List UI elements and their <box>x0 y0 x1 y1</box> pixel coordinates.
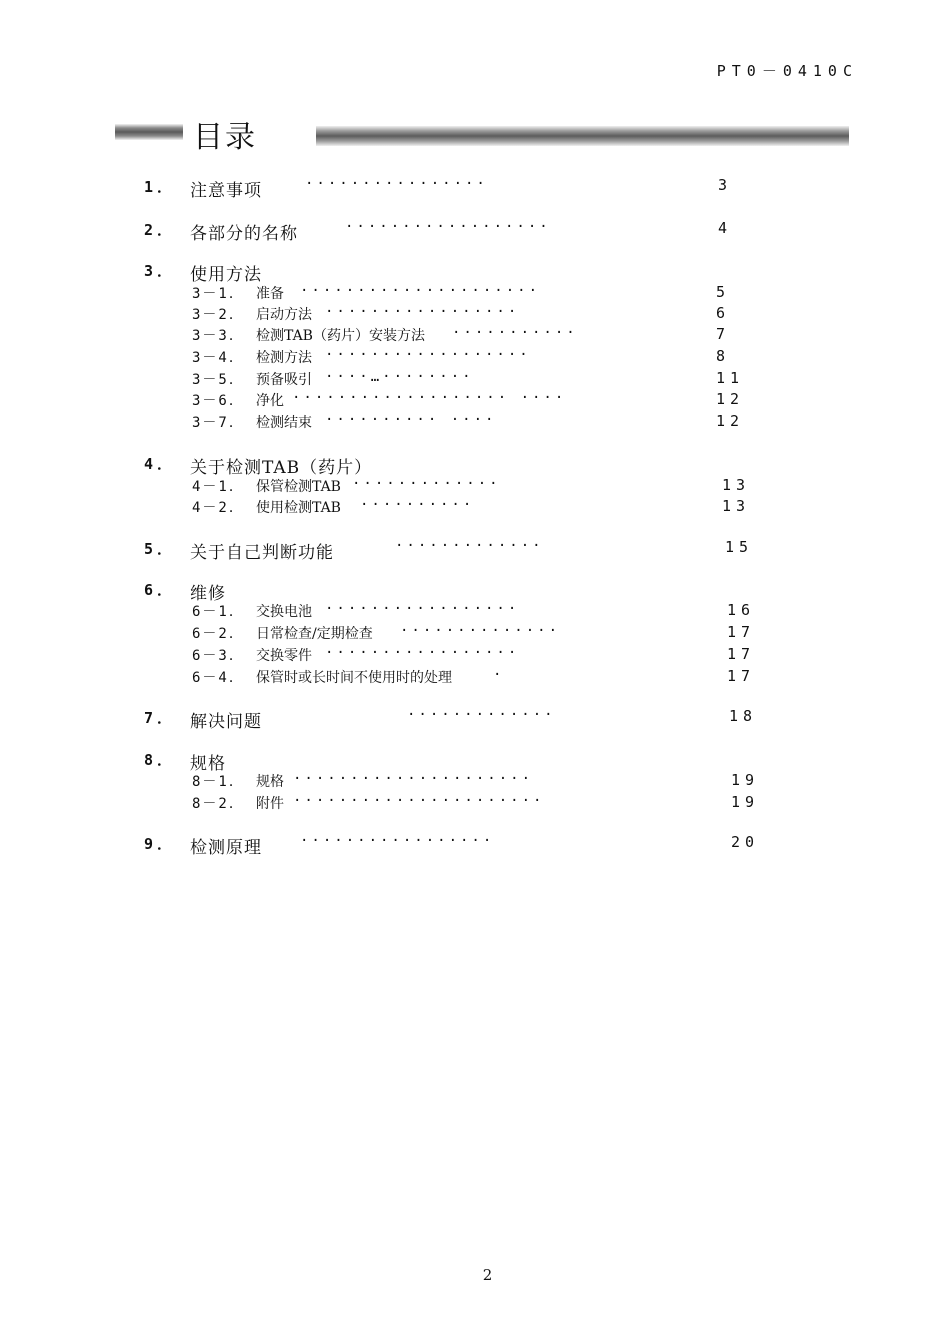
item-title: 准备 <box>256 286 284 302</box>
section-number: 7． <box>144 709 177 727</box>
item-number: 3－2． <box>192 307 245 323</box>
leader-dots: ·············· <box>400 623 561 639</box>
page-ref: 19 <box>731 771 760 789</box>
toc-item-4-2[interactable] <box>0 497 950 519</box>
item-title: 检测结束 <box>256 415 312 431</box>
title-rule-right <box>316 126 849 146</box>
leader-dots: ············· <box>352 476 501 492</box>
item-title: 日常检查/定期检查 <box>256 626 373 642</box>
item-number: 3－6． <box>192 393 245 409</box>
item-number: 3－3． <box>192 328 245 344</box>
page-ref: 4 <box>718 219 733 237</box>
leader-dots: ················· <box>325 645 520 661</box>
toc-section-5[interactable] <box>0 538 950 563</box>
leader-dots: ····…········ <box>325 369 474 385</box>
section-number: 2． <box>144 221 177 239</box>
leader-dots: ··········· <box>452 325 578 341</box>
leader-dots: ················ <box>305 176 488 192</box>
toc-item-6-3[interactable] <box>0 645 950 667</box>
document-code: PT0－0410C <box>716 62 858 80</box>
page-ref: 11 <box>716 369 745 387</box>
toc-item-8-2[interactable] <box>0 793 950 815</box>
page-ref: 17 <box>727 623 756 641</box>
page-ref: 5 <box>716 283 731 301</box>
page-ref: 7 <box>716 325 731 343</box>
leader-dots: ······················ <box>293 793 545 809</box>
item-title: 净化 <box>256 393 284 409</box>
leader-dots: ················· <box>325 601 520 617</box>
section-number: 6． <box>144 581 177 599</box>
item-number: 4－2． <box>192 500 245 516</box>
section-number: 4． <box>144 455 177 473</box>
section-title: 关于自己判断功能 <box>190 543 334 563</box>
leader-dots: ·················· <box>345 219 551 235</box>
item-title: 预备吸引 <box>256 372 312 388</box>
page-ref: 6 <box>716 304 731 322</box>
page-ref: 12 <box>716 412 745 430</box>
item-number: 6－2． <box>192 626 245 642</box>
leader-dots: · <box>493 667 505 683</box>
item-number: 8－2． <box>192 796 245 812</box>
toc-item-8-1[interactable] <box>0 771 950 793</box>
leader-dots: ·················· <box>325 347 531 363</box>
item-number: 3－7． <box>192 415 245 431</box>
toc-section-4[interactable] <box>0 453 950 478</box>
section-title: 注意事项 <box>190 181 262 201</box>
leader-dots: ················· <box>300 833 495 849</box>
page-ref: 17 <box>727 667 756 685</box>
item-number: 6－3． <box>192 648 245 664</box>
toc-item-3-2[interactable] <box>0 304 950 326</box>
toc-item-6-2[interactable] <box>0 623 950 645</box>
item-number: 8－1． <box>192 774 245 790</box>
item-title: 使用检测TAB <box>256 500 341 516</box>
toc-section-1[interactable] <box>0 176 950 201</box>
section-title: 各部分的名称 <box>190 224 298 244</box>
toc-section-9[interactable] <box>0 833 950 858</box>
section-title: 规格 <box>190 754 226 774</box>
leader-dots: ·········· ···· <box>325 412 497 428</box>
item-title: 交换零件 <box>256 648 312 664</box>
toc-section-3[interactable] <box>0 260 950 285</box>
toc-item-3-5[interactable] <box>0 369 950 391</box>
item-number: 3－1． <box>192 286 245 302</box>
item-title: 保管时或长时间不使用时的处理 <box>256 670 452 686</box>
page-ref: 8 <box>716 347 731 365</box>
item-title: 规格 <box>256 774 284 790</box>
item-number: 4－1． <box>192 479 245 495</box>
item-title: 保管检测TAB <box>256 479 341 495</box>
title-rule-left <box>115 124 183 140</box>
leader-dots: ····················· <box>293 771 534 787</box>
page-ref: 13 <box>722 476 751 494</box>
toc-section-6[interactable] <box>0 579 950 604</box>
page-ref: 12 <box>716 390 745 408</box>
section-title: 使用方法 <box>190 265 262 285</box>
toc-section-7[interactable] <box>0 707 950 732</box>
page-ref: 15 <box>725 538 754 556</box>
leader-dots: ··················· ···· <box>292 390 567 406</box>
section-number: 5． <box>144 540 177 558</box>
item-number: 6－4． <box>192 670 245 686</box>
page-ref: 18 <box>729 707 758 725</box>
leader-dots: ·········· <box>360 497 475 513</box>
toc-item-3-7[interactable] <box>0 412 950 434</box>
item-title: 启动方法 <box>256 307 312 323</box>
page-ref: 13 <box>722 497 751 515</box>
item-title: 交换电池 <box>256 604 312 620</box>
section-number: 9． <box>144 835 177 853</box>
toc-item-3-1[interactable] <box>0 283 950 305</box>
leader-dots: ············· <box>407 707 556 723</box>
toc-title: 目录 <box>193 120 257 155</box>
item-number: 3－4． <box>192 350 245 366</box>
page-ref: 16 <box>727 601 756 619</box>
toc-item-4-1[interactable] <box>0 476 950 498</box>
section-number: 1． <box>144 178 177 196</box>
item-title: 附件 <box>256 796 284 812</box>
item-title: 检测TAB（药片）安装方法 <box>256 328 425 344</box>
toc-item-3-3[interactable] <box>0 325 950 347</box>
page-number: 2 <box>482 1266 493 1284</box>
toc-item-6-4[interactable] <box>0 667 950 689</box>
page-ref: 20 <box>731 833 760 851</box>
leader-dots: ············· <box>395 538 544 554</box>
toc-item-3-6[interactable] <box>0 390 950 412</box>
toc-item-6-1[interactable] <box>0 601 950 623</box>
toc-section-8[interactable] <box>0 749 950 774</box>
toc-item-3-4[interactable] <box>0 347 950 369</box>
leader-dots: ····················· <box>300 283 541 299</box>
item-number: 6－1． <box>192 604 245 620</box>
toc-section-2[interactable] <box>0 219 950 244</box>
page-ref: 3 <box>718 176 733 194</box>
section-title: 关于检测TAB（药片） <box>190 458 373 478</box>
leader-dots: ················· <box>325 304 520 320</box>
section-title: 解决问题 <box>190 712 262 732</box>
page-ref: 19 <box>731 793 760 811</box>
page-ref: 17 <box>727 645 756 663</box>
section-number: 3． <box>144 262 177 280</box>
item-number: 3－5． <box>192 372 245 388</box>
item-title: 检测方法 <box>256 350 312 366</box>
section-title: 维修 <box>190 584 226 604</box>
section-title: 检测原理 <box>190 838 262 858</box>
section-number: 8． <box>144 751 177 769</box>
